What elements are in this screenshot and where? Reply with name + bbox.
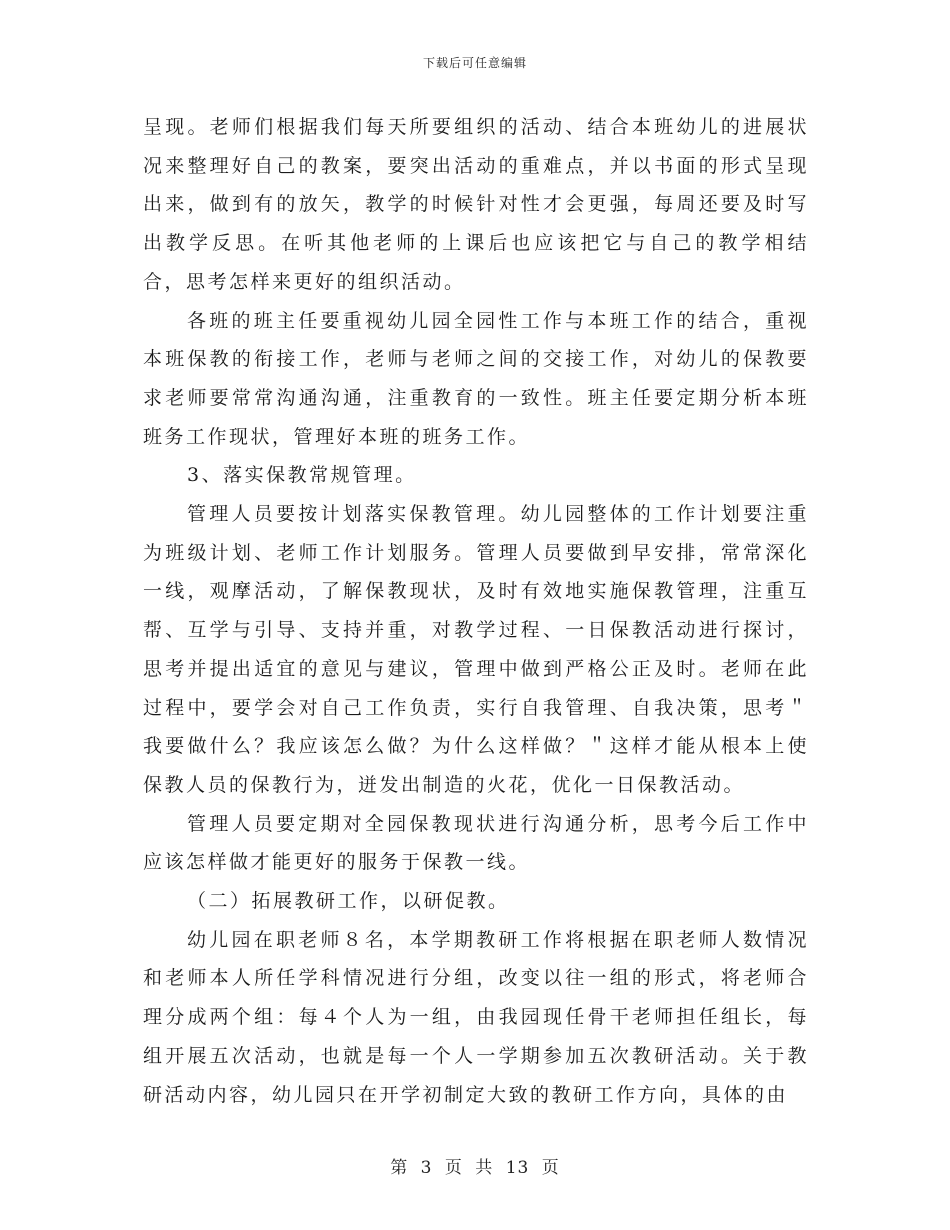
paragraph-1: 呈现。老师们根据我们每天所要组织的活动、结合本班幼儿的进展状况来整理好自己的教案，要突出活动的重难点，并以书面的形式呈现出来，做到有的放矢，教学的时候针对性才会更强，每周还要及时写出教学反思。在听其他老师的上课后也应该把它与自己的教学相结合，思考怎样来更好的组织活动。: [143, 116, 809, 293]
paragraph-5: 管理人员要定期对全园保教现状进行沟通分析，思考今后工作中应该怎样做才能更好的服务于保教一线。: [143, 812, 809, 874]
page-header: 下载后可任意编辑: [422, 56, 527, 70]
page-number-footer: 第 3 页 共 13 页: [390, 1158, 560, 1178]
document-body: [143, 108, 809, 1114]
section-heading-3: 3、落实保教常规管理。: [187, 464, 417, 487]
section-heading-2: （二）拓展教研工作，以研促教。: [187, 890, 510, 913]
paragraph-2: 各班的班主任要重视幼儿园全园性工作与本班工作的结合，重视本班保教的衔接工作，老师与老师之间的交接工作，对幼儿的保教要求老师要常常沟通沟通，注重教育的一致性。班主任要定期分析本班班务工作现状，管理好本班的班务工作。: [143, 309, 809, 448]
paragraph-4: 管理人员要按计划落实保教管理。幼儿园整体的工作计划要注重为班级计划、老师工作计划服务。管理人员要做到早安排，常常深化一线，观摩活动，了解保教现状，及时有效地实施保教管理，注重互帮、互学与引导、支持并重，对教学过程、一日保教活动进行探讨，思考并提出适宜的意见与建议，管理中做到严格公正及时。老师在此过程中，要学会对自己工作负责，实行自我管理、自我决策，思考＂我要做什么？我应该怎么做？为什么这样做？＂这样才能从根本上使保教人员的保教行为，迸发出制造的火花，优化一日保教活动。: [143, 503, 809, 796]
paragraph-7: 幼儿园在职老师８名，本学期教研工作将根据在职老师人数情况和老师本人所任学科情况进行分组，改变以往一组的形式，将老师合理分成两个组：每４个人为一组，由我园现任骨干老师担任组长，每组开展五次活动，也就是每一个人一学期参加五次教研活动。关于教研活动内容，幼儿园只在开学初制定大致的教研工作方向，具体的由: [143, 928, 809, 1106]
